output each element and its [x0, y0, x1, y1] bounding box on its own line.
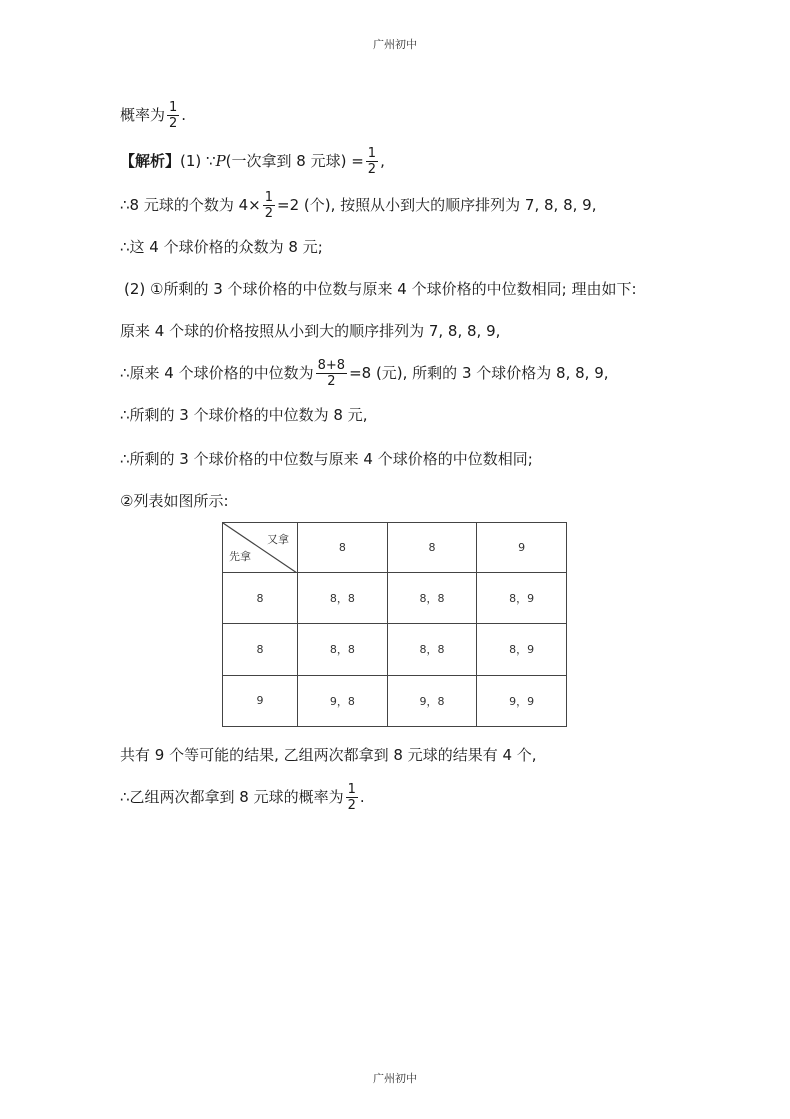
table-row [223, 675, 567, 726]
fraction [346, 782, 358, 813]
line-remaining-median: ∴所剩的 3 个球价格的中位数为 8 元, [120, 406, 368, 424]
fraction [167, 100, 179, 131]
row-header: 8 [223, 573, 298, 624]
row-header: 8 [223, 624, 298, 675]
column-header: 8 [387, 523, 477, 573]
table-cell: 9，8 [387, 675, 477, 726]
table-corner-cell [223, 523, 298, 573]
line-mode: ∴这 4 个球价格的众数为 8 元; [120, 238, 323, 256]
line-analysis-1 [120, 146, 385, 177]
fraction [316, 358, 347, 389]
page-footer: 广州初中 [373, 1072, 417, 1085]
line-original-order: 原来 4 个球的价格按照从小到大的顺序排列为 7, 8, 8, 9, [120, 322, 501, 340]
text: (一次拿到 8 元球) = [225, 152, 364, 170]
text: =2 (个), 按照从小到大的顺序排列为 7, 8, 8, 9, [277, 196, 597, 214]
text: (1) ∵ [180, 152, 216, 170]
text: ∴原来 4 个球价格的中位数为 [120, 364, 314, 382]
column-header: 9 [477, 523, 567, 573]
fraction-denominator: 2 [367, 162, 377, 177]
text: . [181, 106, 187, 124]
table-row [223, 624, 567, 675]
text: ∴8 元球的个数为 4× [120, 196, 261, 214]
page-header: 广州初中 [373, 38, 417, 51]
corner-label-second-draw: 又拿 [267, 533, 289, 546]
fraction-denominator: 2 [347, 798, 356, 813]
probability-symbol: P [215, 152, 226, 170]
fraction-denominator: 2 [316, 373, 347, 389]
text: 概率为 [120, 106, 166, 124]
table-header-row [223, 523, 567, 573]
table-cell: 8，8 [387, 624, 477, 675]
table-cell: 9，8 [298, 675, 388, 726]
table-cell: 8，9 [477, 573, 567, 624]
fraction [366, 146, 378, 177]
fraction-denominator: 2 [169, 116, 178, 131]
text: ∴乙组两次都拿到 8 元球的概率为 [120, 788, 344, 806]
text: . [359, 788, 365, 806]
line-conclusion: ∴所剩的 3 个球价格的中位数与原来 4 个球价格的中位数相同; [120, 450, 533, 468]
fraction-numerator: 1 [347, 782, 356, 797]
row-header: 9 [223, 675, 298, 726]
column-header: 8 [298, 523, 388, 573]
fraction-denominator: 2 [264, 206, 274, 221]
line-median [120, 358, 609, 389]
text: , [380, 152, 385, 170]
line-final-probability [120, 782, 365, 813]
line-part2: (2) ①所剩的 3 个球价格的中位数与原来 4 个球价格的中位数相同; 理由如下: [124, 280, 637, 298]
line-outcome-count: 共有 9 个等可能的结果, 乙组两次都拿到 8 元球的结果有 4 个, [120, 746, 537, 764]
fraction [263, 190, 275, 221]
table-cell: 8，8 [298, 573, 388, 624]
outcome-table [222, 522, 567, 727]
fraction-numerator: 1 [264, 190, 274, 205]
table-cell: 8，8 [298, 624, 388, 675]
table-cell: 9，9 [477, 675, 567, 726]
fraction-numerator: 8+8 [317, 358, 346, 373]
analysis-tag: 【解析】 [120, 152, 181, 170]
fraction-numerator: 1 [367, 146, 377, 161]
line-probability-intro [120, 100, 186, 131]
fraction-numerator: 1 [169, 100, 178, 115]
line-count [120, 190, 596, 221]
table-cell: 8，9 [477, 624, 567, 675]
corner-label-first-draw: 先拿 [229, 550, 251, 563]
table-cell: 8，8 [387, 573, 477, 624]
text: =8 (元), 所剩的 3 个球价格为 8, 8, 9, [349, 364, 609, 382]
line-table-intro: ②列表如图所示: [120, 492, 229, 510]
table-row [223, 573, 567, 624]
